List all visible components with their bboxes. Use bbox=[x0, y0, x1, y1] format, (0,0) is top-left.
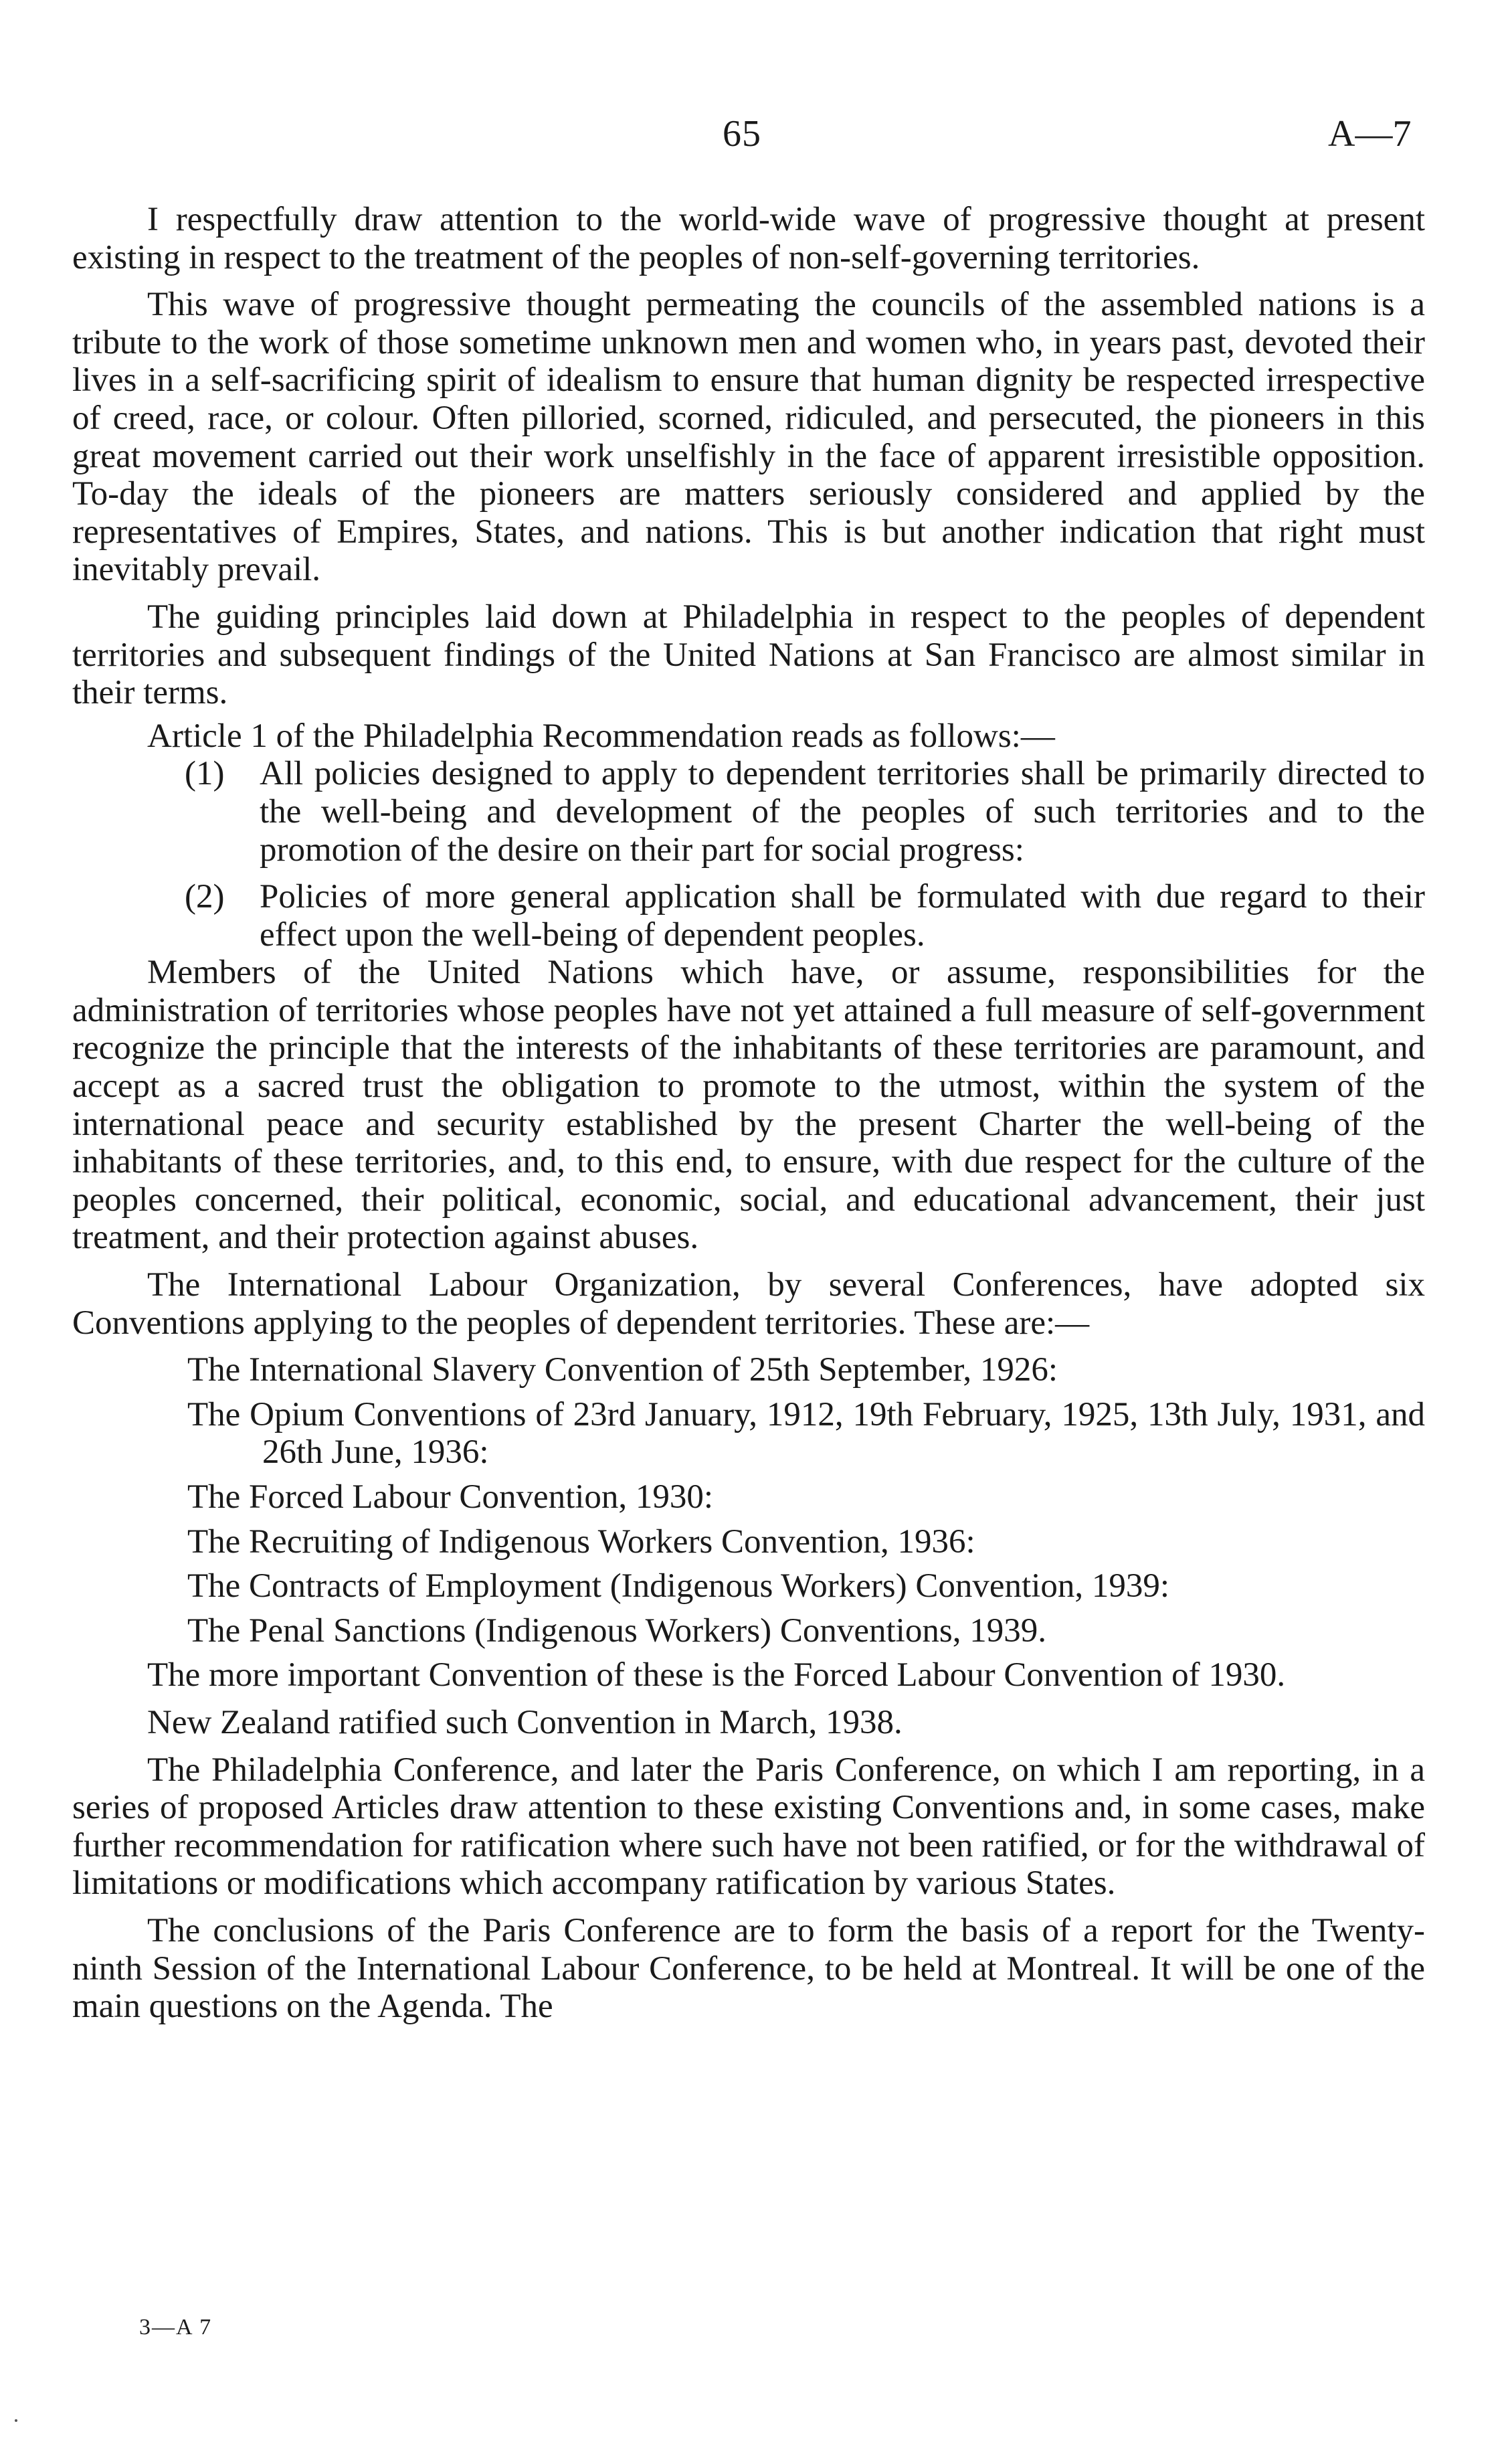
scan-speck bbox=[15, 2419, 17, 2422]
paragraph-1: I respectfully draw attention to the world-wide wave of progressive thought at present existing in respect to the treatment of the peoples of non-self-governing territories. bbox=[72, 201, 1425, 276]
article-item-1 bbox=[72, 755, 1425, 869]
paragraph-3: The guiding principles laid down at Philadelphia in respect to the peoples of dependent territories and subsequent findings of the United Nations at San Francisco are almost similar in their terms. bbox=[72, 598, 1425, 712]
page-number: 65 bbox=[723, 113, 761, 155]
paragraph-5: Members of the United Nations which have, or assume, responsibilities for the administration of territories whose peoples have not yet attained a full measure of self-government recognize the principle that the interests of the inhabitants of these territories are paramount, and accept as a sacred trust the obligation to promote to the utmost, within the system of the international peace and security established by the present Charter the well-being of the inhabitants of these territories, and, to this end, to ensure, with due respect for the culture of the peoples concerned, their political, economic, social, and educational advancement, their just treatment, and their protection against abuses. bbox=[72, 954, 1425, 1257]
convention-item-3: The Forced Labour Convention, 1930: bbox=[187, 1478, 714, 1516]
article-item-1-number: (1) bbox=[185, 755, 225, 793]
paragraph-2: This wave of progressive thought permeating the councils of the assembled nations is a tribute to the work of those sometime unknown men and women who, in years past, devoted their lives in a self-sacrificing spirit of idealism to ensure that human dignity be respected irrespective of creed, race, or colour. Often pilloried, scorned, ridiculed, and persecuted, the pioneers in this great movement carried out their work unselfishly in the face of apparent irresistible opposition. To-day the ideals of the pioneers are matters seriously considered and applied by the representatives of Empires, States, and nations. This is but another indication that right must inevitably prevail. bbox=[72, 286, 1425, 589]
paragraph-6: The International Labour Organization, by several Conferences, have adopted six Conventions applying to the peoples of dependent territories. These are:— bbox=[72, 1266, 1425, 1342]
article-item-2-text: Policies of more general application shall be formulated with due regard to their effect upon the well-being of dependent peoples. bbox=[260, 878, 1425, 954]
article-item-2-number: (2) bbox=[185, 878, 225, 916]
paragraph-9: The Philadelphia Conference, and later the Paris Conference, on which I am reporting, in a series of proposed Articles draw attention to these existing Conventions and, in some cases, make further recommendation for ratification where such have not been ratified, or for the withdrawal of limitations or modifications which accompany ratification by various States. bbox=[72, 1751, 1425, 1903]
conventions-list bbox=[72, 1351, 1425, 1650]
article-item-1-text: All policies designed to apply to dependent territories shall be primarily directed to the well-being and development of the peoples of such territories and to the promotion of the desire on their part for social progress: bbox=[260, 755, 1425, 869]
body-text bbox=[72, 201, 1425, 2026]
article-item-2 bbox=[72, 878, 1425, 954]
paragraph-article-intro: Article 1 of the Philadelphia Recommendation reads as follows:— bbox=[147, 717, 1055, 755]
paragraph-7: The more important Convention of these is the Forced Labour Convention of 1930. bbox=[147, 1656, 1286, 1694]
convention-item-1: The International Slavery Convention of 25th September, 1926: bbox=[187, 1351, 1058, 1389]
signature-reference: 3—A 7 bbox=[139, 2315, 213, 2340]
convention-item-2: The Opium Conventions of 23rd January, 1912, 19th February, 1925, 13th July, 1931, and 26th June, 1936: bbox=[187, 1395, 1425, 1472]
convention-item-5: The Contracts of Employment (Indigenous Workers) Convention, 1939: bbox=[187, 1567, 1170, 1605]
document-reference: A—7 bbox=[1328, 113, 1412, 155]
convention-item-4: The Recruiting of Indigenous Workers Convention, 1936: bbox=[187, 1522, 975, 1561]
paragraph-8: New Zealand ratified such Convention in March, 1938. bbox=[147, 1703, 903, 1741]
paragraph-10: The conclusions of the Paris Conference are to form the basis of a report for the Twenty-ninth Session of the International Labour Conference, to be held at Montreal. It will be one of the main questions on the Agenda. The bbox=[72, 1911, 1425, 2026]
convention-item-6: The Penal Sanctions (Indigenous Workers) Conventions, 1939. bbox=[187, 1611, 1046, 1650]
